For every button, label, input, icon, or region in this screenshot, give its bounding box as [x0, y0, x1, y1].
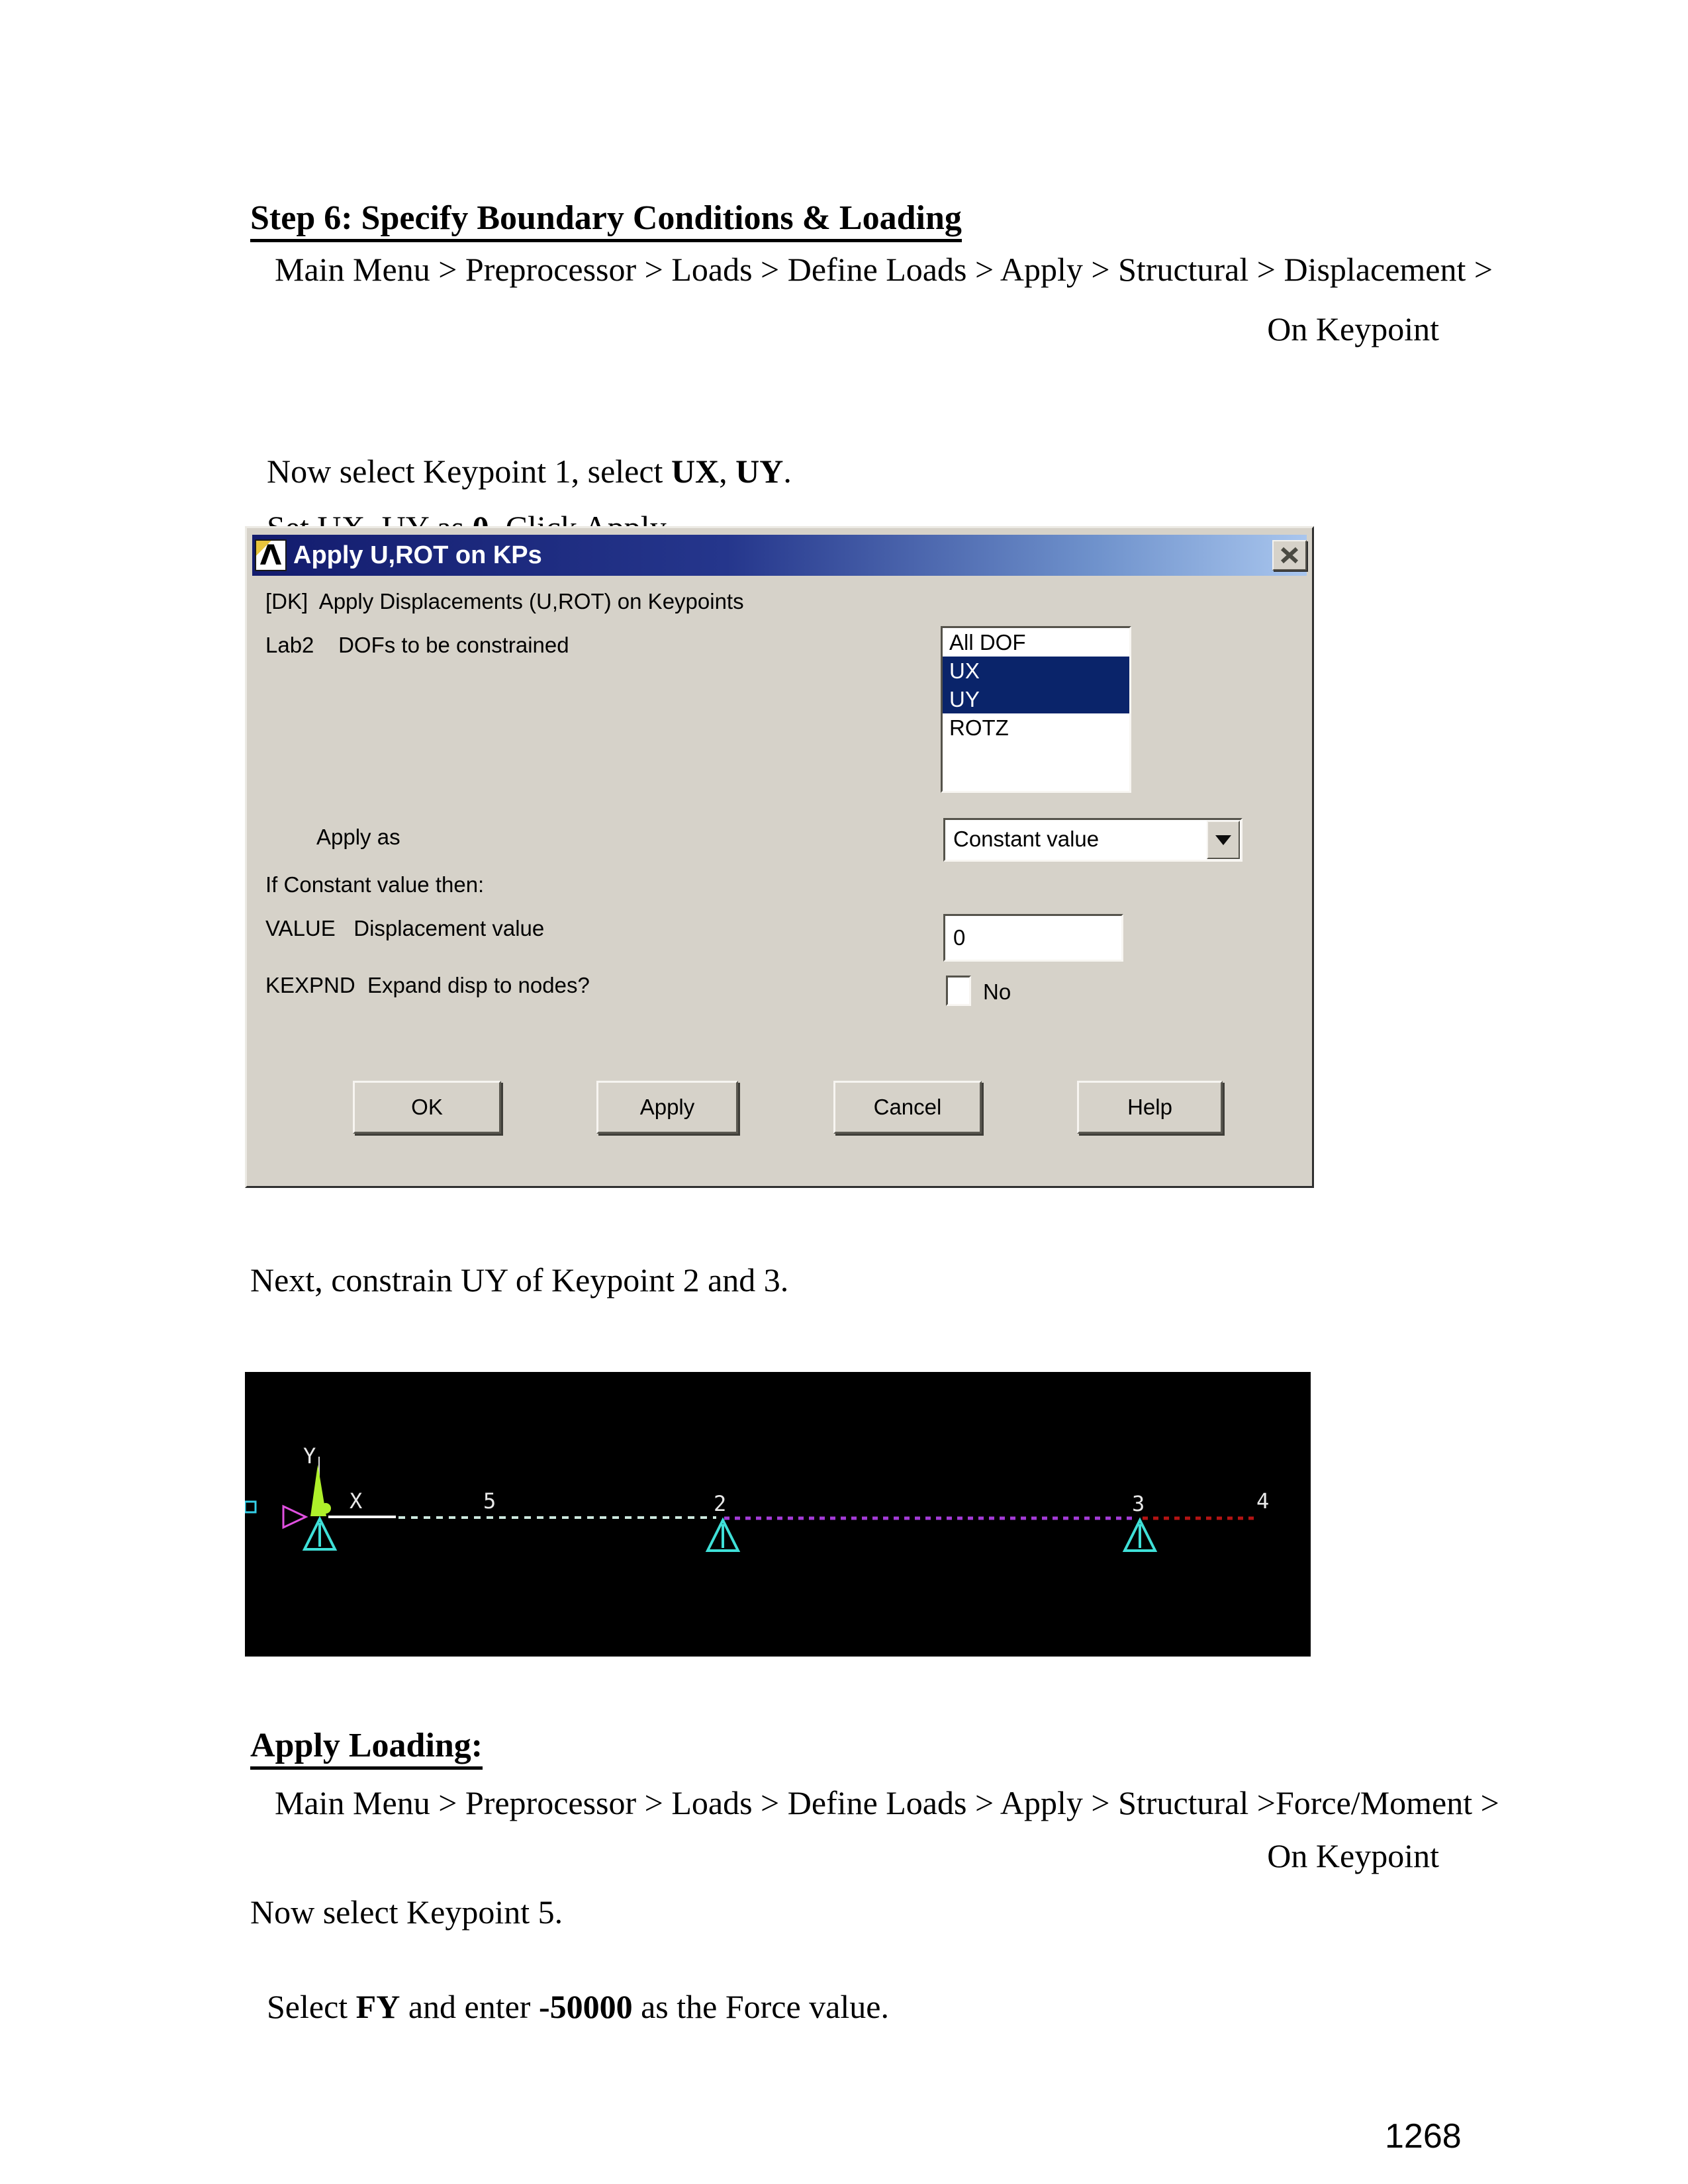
paragraph-force-value: [250, 1949, 889, 2026]
apply-as-label: Apply as: [316, 825, 400, 849]
paragraph-text: as the Force value.: [632, 1988, 889, 2025]
dialog-titlebar[interactable]: [252, 535, 1307, 576]
lab2-label: Lab2 DOFs to be constrained: [265, 633, 569, 657]
bold-fy: FY: [355, 1988, 400, 2025]
page-number: 1268: [1385, 2117, 1462, 2156]
keypoint5-label: 5: [483, 1488, 496, 1514]
bold-uy: UY: [735, 453, 784, 490]
menu-path-force: Main Menu > Preprocessor > Loads > Define Loads > Apply > Structural >Force/Moment >: [275, 1784, 1499, 1821]
value-label: VALUE Displacement value: [265, 916, 545, 940]
kexpnd-label: KEXPND Expand disp to nodes?: [265, 973, 590, 997]
dialog-title: Apply U,ROT on KPs: [293, 541, 542, 569]
x-axis-label: X: [350, 1488, 363, 1514]
paragraph-select-kp5: Now select Keypoint 5.: [250, 1893, 563, 1931]
cancel-button[interactable]: Cancel: [833, 1081, 982, 1134]
apply-as-value: Constant value: [953, 827, 1100, 851]
paragraph-text: Select: [267, 1988, 356, 2025]
dof-option-ux[interactable]: UX: [943, 657, 1129, 685]
close-icon: [1280, 547, 1299, 564]
apply-button[interactable]: Apply: [596, 1081, 738, 1134]
ok-button[interactable]: OK: [353, 1081, 501, 1134]
ansys-icon: Λ: [255, 539, 287, 571]
dof-option-uy[interactable]: UY: [943, 685, 1129, 713]
combobox-dropdown-button[interactable]: [1207, 821, 1240, 859]
paragraph-text: .: [783, 453, 792, 490]
close-button[interactable]: [1272, 540, 1307, 570]
paragraph-text: ,: [719, 453, 736, 490]
bold-force-value: -50000: [538, 1988, 633, 2025]
displacement-value-input[interactable]: [943, 914, 1123, 962]
step-heading: Step 6: Specify Boundary Conditions & Loading: [250, 199, 962, 242]
menu-path-force-tail: On Keypoint: [1267, 1837, 1439, 1874]
apply-as-combobox[interactable]: [943, 818, 1243, 862]
bold-ux: UX: [671, 453, 720, 490]
paragraph-text: and enter: [400, 1988, 539, 2025]
help-button[interactable]: Help: [1077, 1081, 1223, 1134]
kexpnd-checkbox-label: No: [983, 979, 1011, 1004]
y-axis-label: Y: [303, 1443, 316, 1469]
kexpnd-checkbox[interactable]: [946, 976, 971, 1006]
keypoint4-label: 4: [1256, 1488, 1270, 1514]
paragraph-constrain-note: Next, constrain UY of Keypoint 2 and 3.: [250, 1261, 789, 1298]
keypoint2-label: 2: [714, 1491, 727, 1516]
keypoint1-dot: [320, 1503, 331, 1514]
menu-path-displacement: Main Menu > Preprocessor > Loads > Define Loads > Apply > Structural > Displacement >: [275, 251, 1493, 288]
dof-listbox[interactable]: [941, 626, 1131, 793]
loading-heading: Apply Loading:: [250, 1726, 483, 1770]
model-view-background: [245, 1372, 1311, 1657]
dof-option-all-dof[interactable]: All DOF: [949, 630, 1026, 655]
menu-path-displacement-tail: On Keypoint: [1267, 310, 1439, 347]
dof-option-rotz[interactable]: ROTZ: [949, 715, 1009, 740]
dk-label: [DK] Apply Displacements (U,ROT) on Keypoints: [265, 589, 744, 614]
chevron-down-icon: [1215, 835, 1231, 845]
keypoint3-label: 3: [1132, 1491, 1145, 1516]
apply-urot-dialog: [245, 526, 1314, 1188]
paragraph-text: Now select Keypoint 1, select: [267, 453, 671, 490]
if-constant-label: If Constant value then:: [265, 872, 485, 897]
model-view-image: [245, 1372, 1311, 1657]
